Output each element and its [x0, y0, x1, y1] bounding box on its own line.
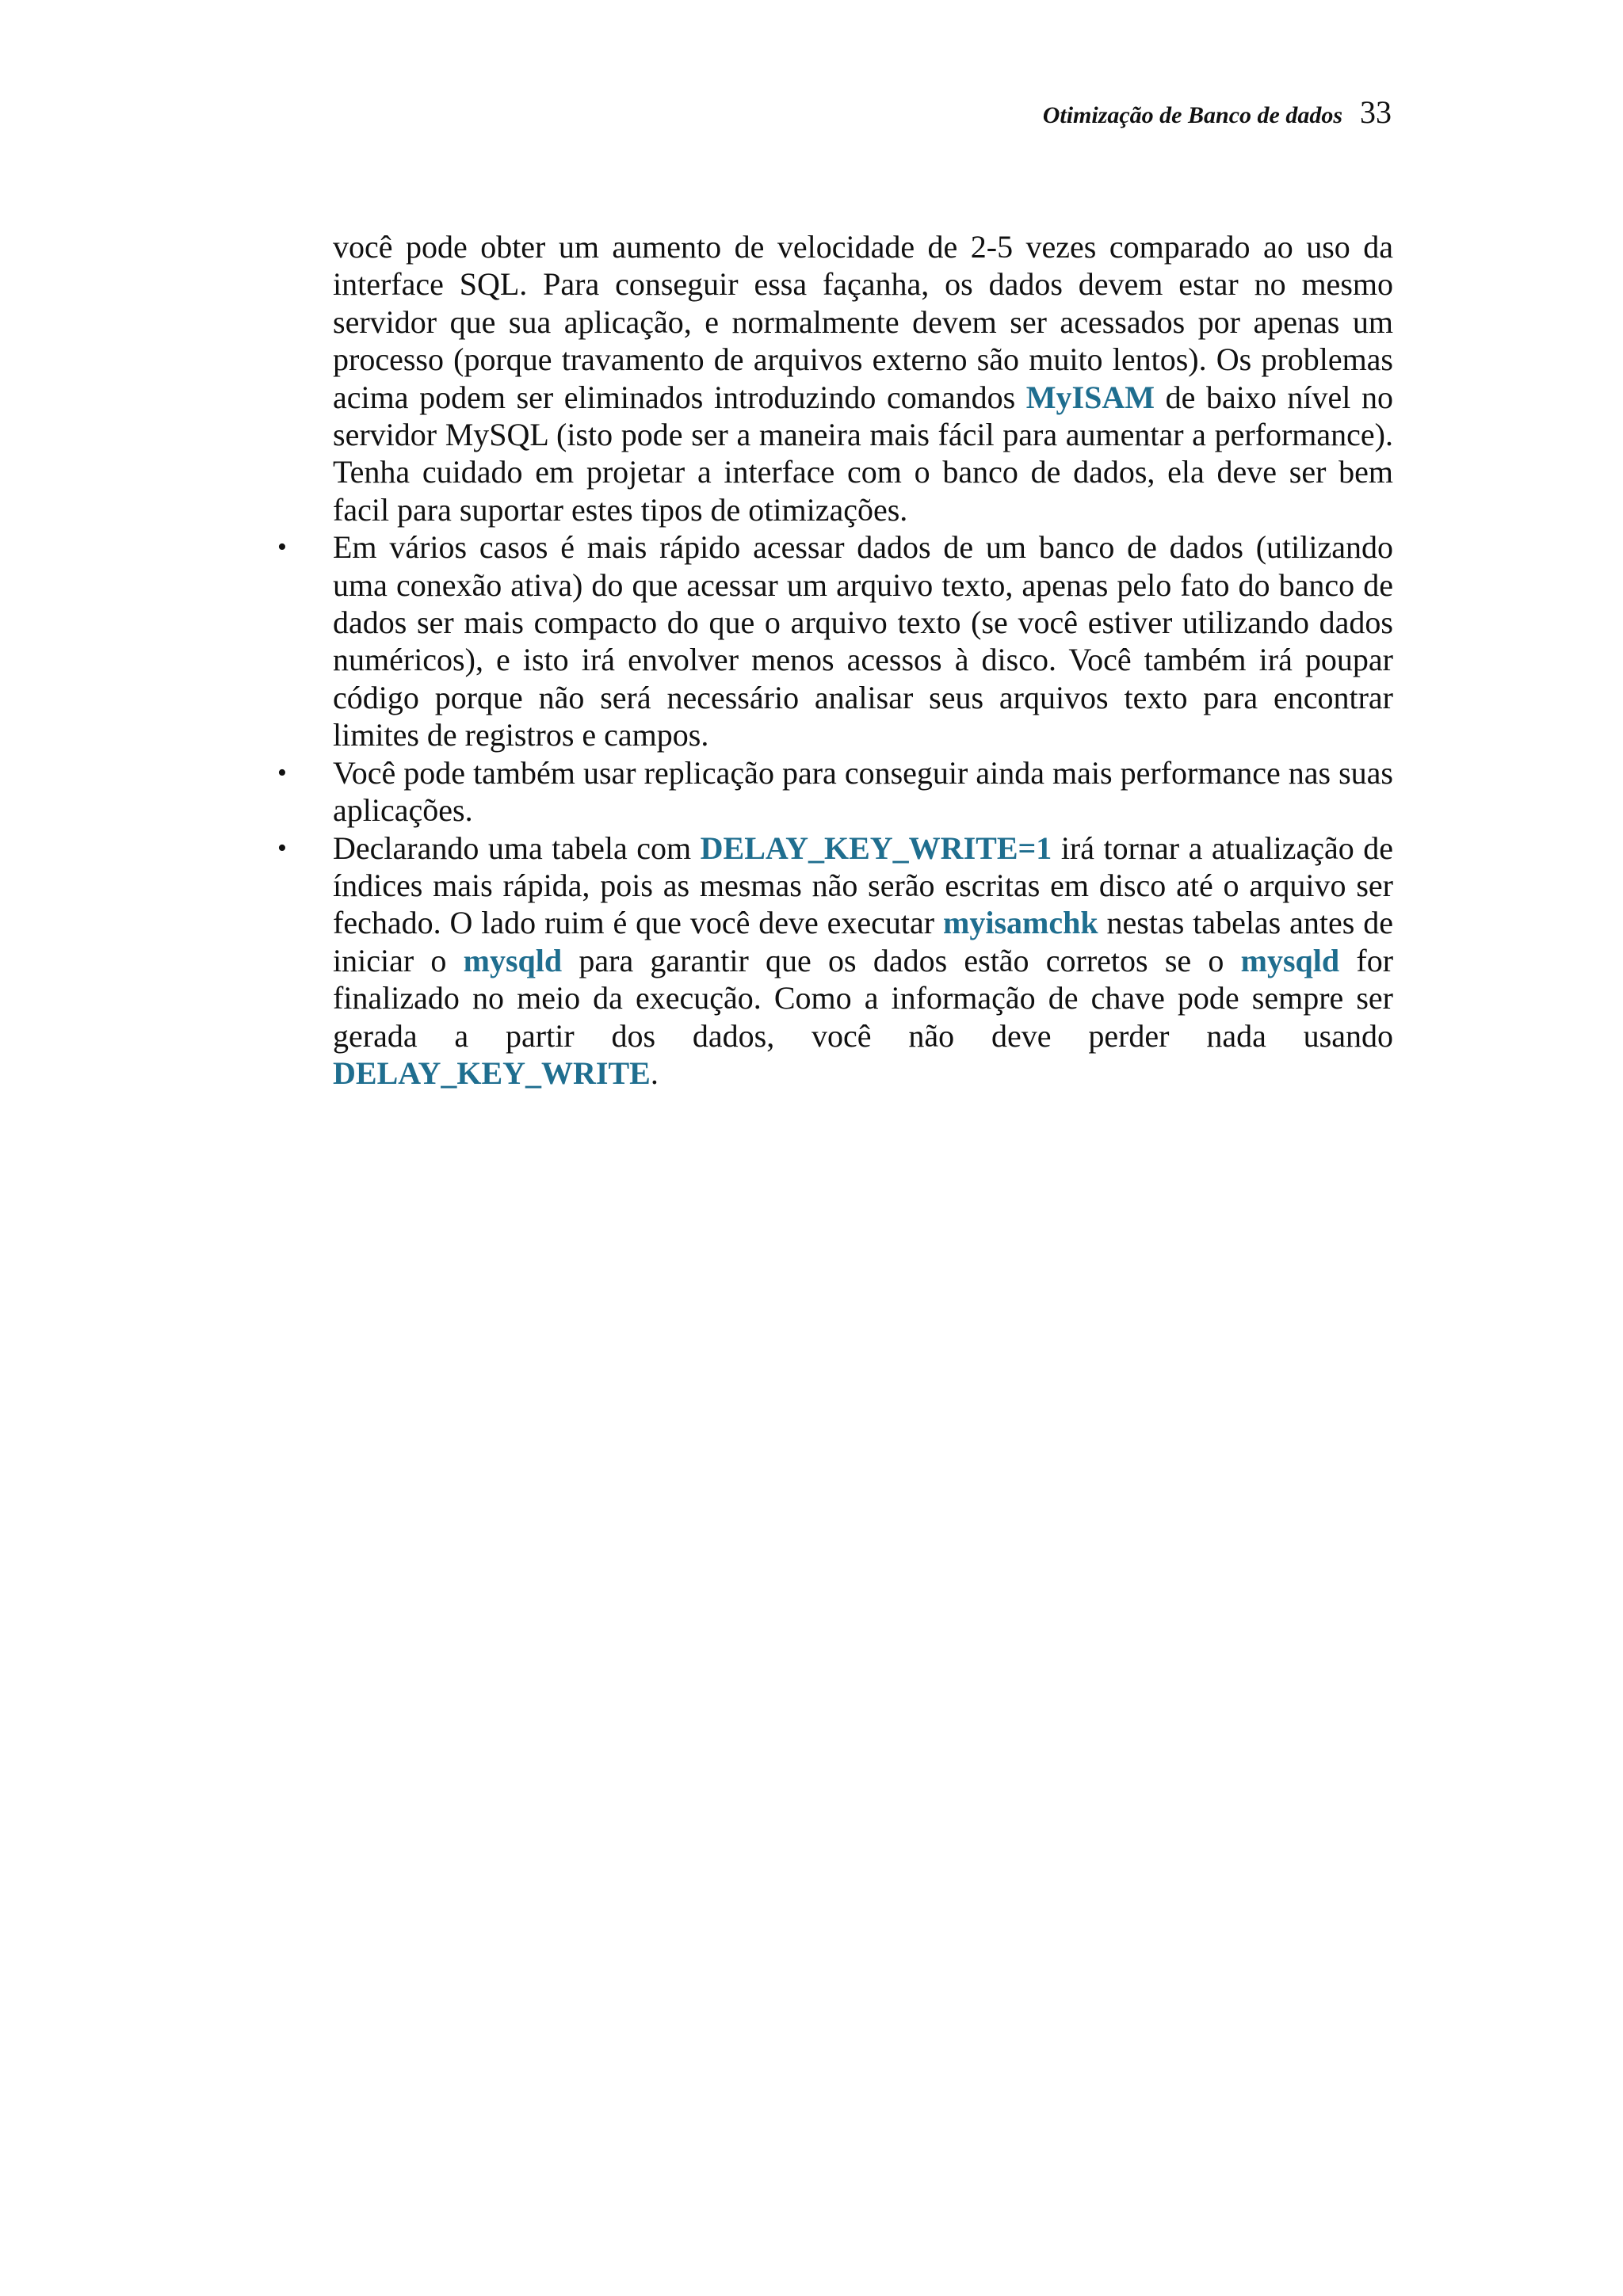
keyword-myisam: MyISAM: [1025, 379, 1155, 415]
continuation-paragraph: [333, 228, 1393, 528]
bullet-icon: •: [277, 757, 287, 788]
bullet-text: nestas tabelas antes de iniciar o: [333, 905, 1394, 978]
bullet-item-delay-key-write: [277, 830, 1394, 1093]
keyword-delay-key-write: DELAY_KEY_WRITE: [333, 1055, 651, 1091]
keyword-delay-key-write-1: DELAY_KEY_WRITE=1: [700, 830, 1052, 866]
bullet-item-replication: [277, 754, 1393, 830]
running-header: [1043, 93, 1392, 131]
page-number: 33: [1360, 94, 1392, 130]
bullet-icon: •: [277, 532, 287, 563]
keyword-mysqld: mysqld: [1240, 942, 1340, 978]
bullet-text: for finalizado no meio da execução. Como a informação de chave pode sempre ser gerada a partir dos dados, você não deve perder nada usando: [333, 942, 1394, 1054]
bullet-text: Em vários casos é mais rápido acessar dados de um banco de dados (utilizando uma conexão ativa) do que acessar um arquivo texto, apenas pelo fato do banco de dados ser mais compacto do que o arquivo texto (se você estiver utilizando dados numéricos), e isto irá envolver menos acessos à disco. Você também irá poupar código porque não será necessário analisar seus arquivos texto para encontrar limites de registros e campos.: [333, 529, 1393, 753]
bullet-list: [277, 528, 1394, 1092]
bullet-text: Você pode também usar replicação para conseguir ainda mais performance nas suas aplicações.: [333, 754, 1393, 829]
body-text: [277, 228, 1394, 1092]
paragraph-text: de baixo nível no servidor MySQL (isto pode ser a maneira mais fácil para aumentar a performance). Tenha cuidado em projetar a interface com o banco de dados, ela deve ser bem facil para suportar estes tipos de otimizações.: [333, 379, 1394, 528]
bullet-text: para garantir que os dados estão corretos se o: [562, 942, 1241, 978]
header-title: Otimização de Banco de dados: [1042, 102, 1342, 128]
keyword-mysqld: mysqld: [463, 942, 563, 978]
bullet-text: irá tornar a atualização de índices mais rápida, pois as mesmas não serão escritas em disco até o arquivo ser fechado. O lado ruim é que você deve executar: [333, 830, 1393, 941]
bullet-item-database-access: [277, 528, 1393, 753]
bullet-text: Declarando uma tabela com: [333, 830, 701, 866]
bullet-text: .: [650, 1055, 659, 1091]
bullet-icon: •: [277, 833, 287, 863]
paragraph-text: você pode obter um aumento de velocidade de 2-5 vezes comparado ao uso da interface SQL. Para conseguir essa façanha, os dados devem estar no mesmo servidor que sua aplicação, e normalmente devem ser acessados por apenas um processo (porque travamento de arquivos externo são muito lentos). Os problemas acima podem ser eliminados introduzindo comandos: [333, 229, 1393, 415]
keyword-myisamchk: myisamchk: [943, 905, 1098, 941]
